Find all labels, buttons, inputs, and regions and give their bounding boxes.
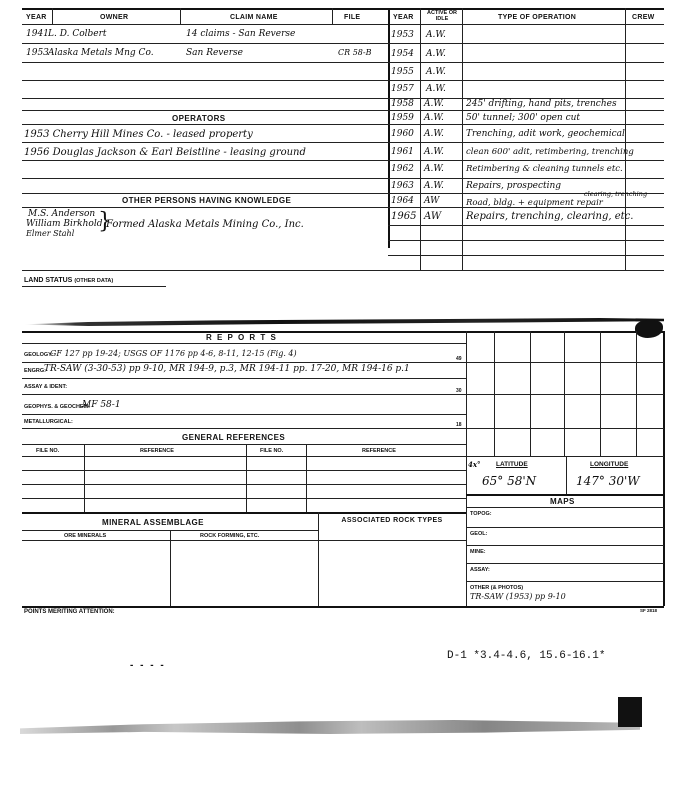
geophys-value: MF 58-1 xyxy=(82,400,121,410)
map-other-label: OTHER (& PHOTOS) xyxy=(470,585,524,591)
op-row-6-status: A.W. xyxy=(424,113,444,123)
op-row-11-type-extra: clearing, trenching xyxy=(584,190,648,198)
op-row-10-type: Repairs, prospecting xyxy=(466,181,562,191)
op-row-9-status: A.W. xyxy=(424,164,444,174)
general-references-title: GENERAL REFERENCES xyxy=(182,433,286,442)
op-row-10-year: 1963 xyxy=(391,181,414,191)
operator-row-2: 1956 Douglas Jackson & Earl Beistline - leasing ground xyxy=(24,147,306,158)
operator-row-1: 1953 Cherry Hill Mines Co. - leased property xyxy=(24,129,253,140)
side-number-2: 30 xyxy=(456,388,462,394)
op-row-7-status: A.W. xyxy=(424,129,444,139)
longitude-value: 147° 30'W xyxy=(576,474,640,488)
op-row-12-type: Repairs, trenching, clearing, etc. xyxy=(466,211,634,222)
op-row-3-year: 1955 xyxy=(391,67,414,77)
claim-row-2-year: 1953 xyxy=(26,48,49,58)
map-assay-label: ASSAY: xyxy=(470,567,490,573)
person-3: Elmer Stahl xyxy=(26,229,75,238)
land-status-label xyxy=(24,277,113,284)
associated-rock-types: ASSOCIATED ROCK TYPES xyxy=(341,517,443,524)
claim-row-1-year: 1941 xyxy=(26,29,49,39)
op-row-11-status: AW xyxy=(424,196,440,206)
ref-header-reference-1: REFERENCE xyxy=(140,448,174,454)
geology-label: GEOLOGY: xyxy=(24,352,54,358)
op-row-6-type: 50' tunnel; 300' open cut xyxy=(466,113,581,123)
ops-header-crew: CREW xyxy=(632,14,655,21)
op-row-7-type: Trenching, adit work, geochemical xyxy=(466,129,625,139)
form-number: SF 2818 xyxy=(640,608,658,613)
op-row-2-year: 1954 xyxy=(391,49,414,59)
ref-header-reference-2: REFERENCE xyxy=(362,448,396,454)
rock-forming-label: ROCK FORMING, ETC. xyxy=(200,533,260,539)
ore-minerals-label: ORE MINERALS xyxy=(64,533,107,539)
engrg-label: ENGRG: xyxy=(24,368,46,374)
op-row-4-year: 1957 xyxy=(391,84,414,94)
map-geol-label: GEOL: xyxy=(470,531,488,537)
op-row-12-year: 1965 xyxy=(391,211,417,222)
persons-brace: } xyxy=(98,209,112,234)
map-topog-label: TOPOG: xyxy=(470,511,492,517)
op-row-5-type: 245' drifting, hand pits, trenches xyxy=(466,99,617,109)
map-mine-label: MINE: xyxy=(470,549,486,555)
ref-header-file-2: FILE NO. xyxy=(260,448,284,454)
col-header-claim-name: CLAIM NAME xyxy=(230,14,278,21)
land-status-text: LAND STATUS xyxy=(24,277,73,284)
op-row-7-year: 1960 xyxy=(391,129,414,139)
op-row-5-status: A.W. xyxy=(424,99,444,109)
op-row-9-type: Retimbering & cleaning tunnels etc. xyxy=(466,164,623,174)
map-other-value: TR-SAW (1953) pp 9-10 xyxy=(470,592,566,601)
ref-header-file-1: FILE NO. xyxy=(36,448,60,454)
op-row-2-status: A.W. xyxy=(426,49,446,59)
scan-mark xyxy=(618,697,642,727)
torn-blob xyxy=(635,320,663,338)
reports-title: R E P O R T S xyxy=(206,333,278,342)
longitude-label: LONGITUDE xyxy=(590,461,629,468)
persons-note: Formed Alaska Metals Mining Co., Inc. xyxy=(106,219,304,230)
op-row-10-status: A.W. xyxy=(424,181,444,191)
ops-header-active-idle: ACTIVE OR IDLE xyxy=(427,10,457,22)
assay-label: ASSAY & IDENT: xyxy=(24,384,68,390)
op-row-12-status: AW xyxy=(424,211,442,222)
op-row-1-year: 1953 xyxy=(391,30,414,40)
claim-row-2-file: CR 58-B xyxy=(338,48,372,57)
reference-code: D-1 *3.4-4.6, 15.6-16.1* xyxy=(447,650,606,662)
geophys-label: GEOPHYS. & GEOCHEM: xyxy=(24,404,91,410)
metallurgical-label: METALLURGICAL: xyxy=(24,419,73,425)
ops-header-year: YEAR xyxy=(393,14,414,21)
op-row-3-status: A.W. xyxy=(426,67,446,77)
op-row-6-year: 1959 xyxy=(391,113,414,123)
side-number-1: 49 xyxy=(456,356,462,362)
coordinate-prefix: 4x° xyxy=(468,460,481,469)
claim-row-2-claim-name: San Reverse xyxy=(186,48,243,58)
op-row-8-year: 1961 xyxy=(391,147,414,157)
latitude-label: LATITUDE xyxy=(496,461,528,468)
engrg-value: TR-SAW (3-30-53) pp 9-10, MR 194-9, p.3, MR 194-11 pp. 17-20, MR 194-16 p.1 xyxy=(44,364,410,374)
col-header-year: YEAR xyxy=(26,14,47,21)
col-header-owner: OWNER xyxy=(100,14,129,21)
op-row-1-status: A.W. xyxy=(426,30,446,40)
op-row-8-status: A.W. xyxy=(424,147,444,157)
claim-row-2-owner: Alaska Metals Mng Co. xyxy=(48,48,154,58)
dashes: - - - - xyxy=(130,660,166,671)
torn-edge xyxy=(24,318,664,326)
scan-noise-bar xyxy=(20,720,640,734)
claim-row-1-owner: L. D. Colbert xyxy=(48,29,107,39)
person-2: William Birkhold xyxy=(26,219,103,229)
person-1: M.S. Anderson xyxy=(28,209,96,219)
op-row-9-year: 1962 xyxy=(391,164,414,174)
maps-title: MAPS xyxy=(550,497,575,506)
op-row-8-type: clean 600' adit, retimbering, trenching xyxy=(466,147,634,157)
land-status-sub: (OTHER DATA) xyxy=(74,278,114,284)
col-header-file: FILE xyxy=(344,14,361,21)
side-number-3: 18 xyxy=(456,422,462,428)
ops-header-type: TYPE OF OPERATION xyxy=(498,14,577,21)
geology-value: GF 127 pp 19-24; USGS OF 1176 pp 4-6, 8-11, 12-15 (Fig. 4) xyxy=(50,349,297,358)
operators-title: OPERATORS xyxy=(172,114,226,123)
other-persons-title: OTHER PERSONS HAVING KNOWLEDGE xyxy=(122,196,292,205)
op-row-4-status: A.W. xyxy=(426,84,446,94)
claim-row-1-claim-name: 14 claims - San Reverse xyxy=(186,29,296,39)
op-row-5-year: 1958 xyxy=(391,99,414,109)
op-row-11-year: 1964 xyxy=(391,196,414,206)
latitude-value: 65° 58'N xyxy=(482,474,537,488)
op-row-11-type: Road, bldg. + equipment repair xyxy=(466,198,603,208)
points-meriting-label: POINTS MERITING ATTENTION: xyxy=(24,609,115,615)
mineral-assemblage-title: MINERAL ASSEMBLAGE xyxy=(102,518,204,527)
